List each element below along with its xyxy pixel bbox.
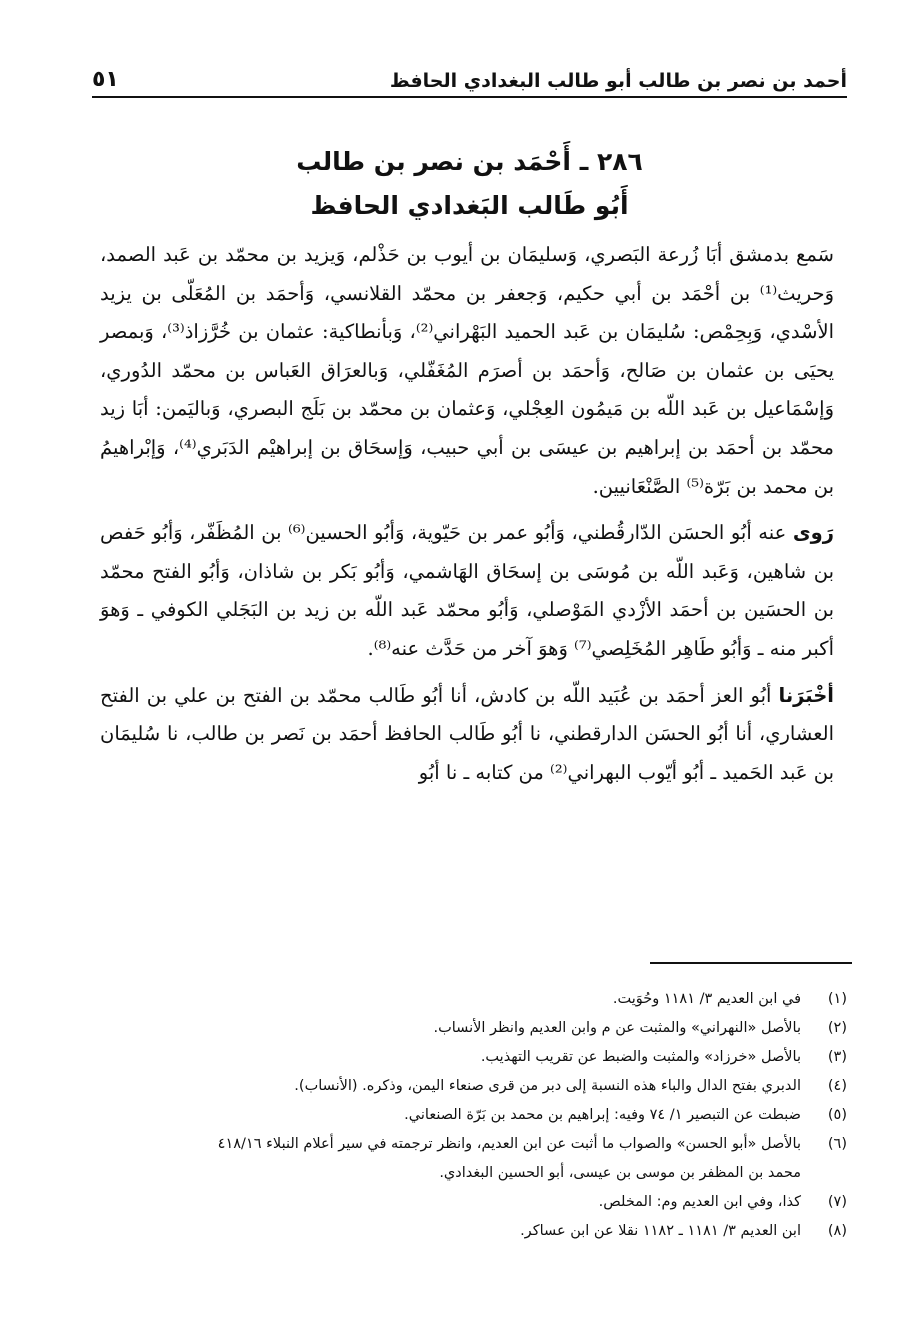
footnote-number: (٨): [827, 1223, 847, 1239]
footnote-text: بالأصل «النهراني» والمثبت عن م وابن العديم وانظر الأنساب.: [433, 1020, 801, 1036]
paragraph-text: أبُو العز أحمَد بن عُبَيد اللّه بن كادش، أنا أبُو طَالب محمّد بن الفتح بن علي بن الفتح العشاري، أنا أبُو الحسَن الدارقطني، نا أبُو طَالب الحافظ أحمَد بن نَصر بن طالب، نا سُليمَان بن عَبد الحَميد ـ أبُو أيّوب البهراني⁽²⁾ من كتابه ـ نا أبُو: [100, 683, 834, 784]
footnote-item: [92, 1188, 847, 1217]
running-head: أحمد بن نصر بن طالب أبو طالب البغدادي الحافظ: [389, 70, 847, 92]
footnote-item: [92, 1101, 847, 1130]
footnote-item: [92, 1130, 847, 1188]
footnote-text: ضبطت عن التبصير ١/ ٧٤ وفيه: إبراهيم بن محمد بن بَرّة الصنعاني.: [404, 1107, 801, 1123]
paragraph-lead-word: أخْبَرَنا: [778, 683, 834, 707]
footnote-item: [92, 985, 847, 1014]
footnote-number: (٢): [827, 1020, 847, 1036]
paragraph-text: سَمع بدمشق أبَا زُرعة البَصري، وَسليمَان بن أيوب بن حَذْلم، وَيزيد بن محمّد بن عَبد الصمد، وَحريث⁽¹⁾ بن أحْمَد بن أبي حكيم، وَجعفر بن محمّد القلانسي، وَأحمَد بن المُعَلّى بن يزيد الأسْدي، وَبِحِمْص: سُليمَان بن عَبد الحميد البَهْراني⁽²⁾، وَبأنطاكية: عثمان بن خُرَّزاذ⁽³⁾، وَبمصر يحيَى بن عثمان بن صَالح، وَأحمَد بن أصرَم المُغَفّلي، وَبالعرَاق العَباس بن محمّد الدُوري، وَإسْمَاعيل بن عَبد اللّه بن مَيمُون العِجْلي، وَعثمان بن محمّد بن بَلَج البصري، وَباليَمن: أبَا زيد محمّد بن أحمَد بن إبراهيم بن عيسَى بن أبي حبيب، وَإسحَاق بن إبراهيْم الدَبَري⁽⁴⁾، وَإبْراهيمُ بن محمد بن بَرّة⁽⁵⁾ الصَّنْعَانيين.: [100, 243, 835, 498]
paragraph-isnad: [100, 677, 834, 793]
entry-title-line-2: أَبُو طَالب البَغدادي الحافظ: [310, 191, 629, 220]
footnote-text-line-2: محمد بن المظفر بن موسى بن عيسى، أبو الحسين البغدادي.: [439, 1165, 801, 1181]
footnote-number: (٤): [827, 1078, 847, 1094]
footnote-item: [92, 1043, 847, 1072]
footnote-number: (٥): [827, 1107, 847, 1123]
body-text: [100, 236, 834, 792]
footnote-separator: [650, 962, 852, 964]
footnote-item: [92, 1072, 847, 1101]
page-number: ٥١: [92, 67, 119, 92]
footnote-text: كذا، وفي ابن العديم وم: المخلص.: [598, 1194, 801, 1210]
paragraph-students: [100, 514, 834, 668]
paragraph-text: عنه أبُو الحسَن الدّارقُطني، وَأبُو عمر بن حَيّوية، وَأبُو الحسين⁽⁶⁾ بن المُظَفّر، وَأبُو حَفص بن شاهين، وَعَبد اللّه بن مُوسَى بن إسحَاق الهَاشمي، وَأبُو بَكر بن شاذان، وَأبُو الفتح محمّد بن الحسَين بن أحمَد الأزْدي المَوْصلي، وَأبُو محمّد عَبد اللّه بن زيد بن البَجَلي الكوفي ـ وَهوَ أكبر منه ـ وَأبُو طَاهِر المُخَلِصي⁽⁷⁾ وَهوَ آخر من حَدَّث عنه⁽⁸⁾.: [100, 521, 834, 660]
page-header: [92, 58, 847, 98]
footnote-text: [92, 1130, 801, 1188]
footnote-number: (١): [827, 991, 847, 1007]
footnote-number: (٧): [827, 1194, 847, 1210]
footnote-text-line-1: بالأصل «أبو الحسن» والصواب ما أثبت عن ابن العديم، وانظر ترجمته في سير أعلام النبلاء ٤١٨/١٦: [217, 1136, 801, 1152]
entry-title: [92, 140, 847, 228]
paragraph-lead-word: رَوى: [792, 521, 835, 545]
paragraph-teachers: [100, 236, 834, 506]
footnote-text: ابن العديم ٣/ ١١٨١ ـ ١١٨٢ نقلا عن ابن عساكر.: [520, 1223, 801, 1239]
footnote-text: في ابن العديم ٣/ ١١٨١ وحُوَيت.: [612, 991, 801, 1007]
footnote-number: (٣): [827, 1049, 847, 1065]
footnote-text: بالأصل «خرزاد» والمثبت والضبط عن تقريب التهذيب.: [480, 1049, 801, 1065]
footnote-text: الدبري بفتح الدال والباء هذه النسبة إلى دبر من قرى صنعاء اليمن، وذكره. (الأنساب).: [294, 1078, 801, 1094]
footnote-item: [92, 1014, 847, 1043]
footnotes: [92, 985, 847, 1246]
footnote-item: [92, 1217, 847, 1246]
entry-title-line-1: ٢٨٦ ـ أَحْمَد بن نصر بن طالب: [296, 147, 643, 176]
footnote-number: (٦): [827, 1136, 847, 1152]
